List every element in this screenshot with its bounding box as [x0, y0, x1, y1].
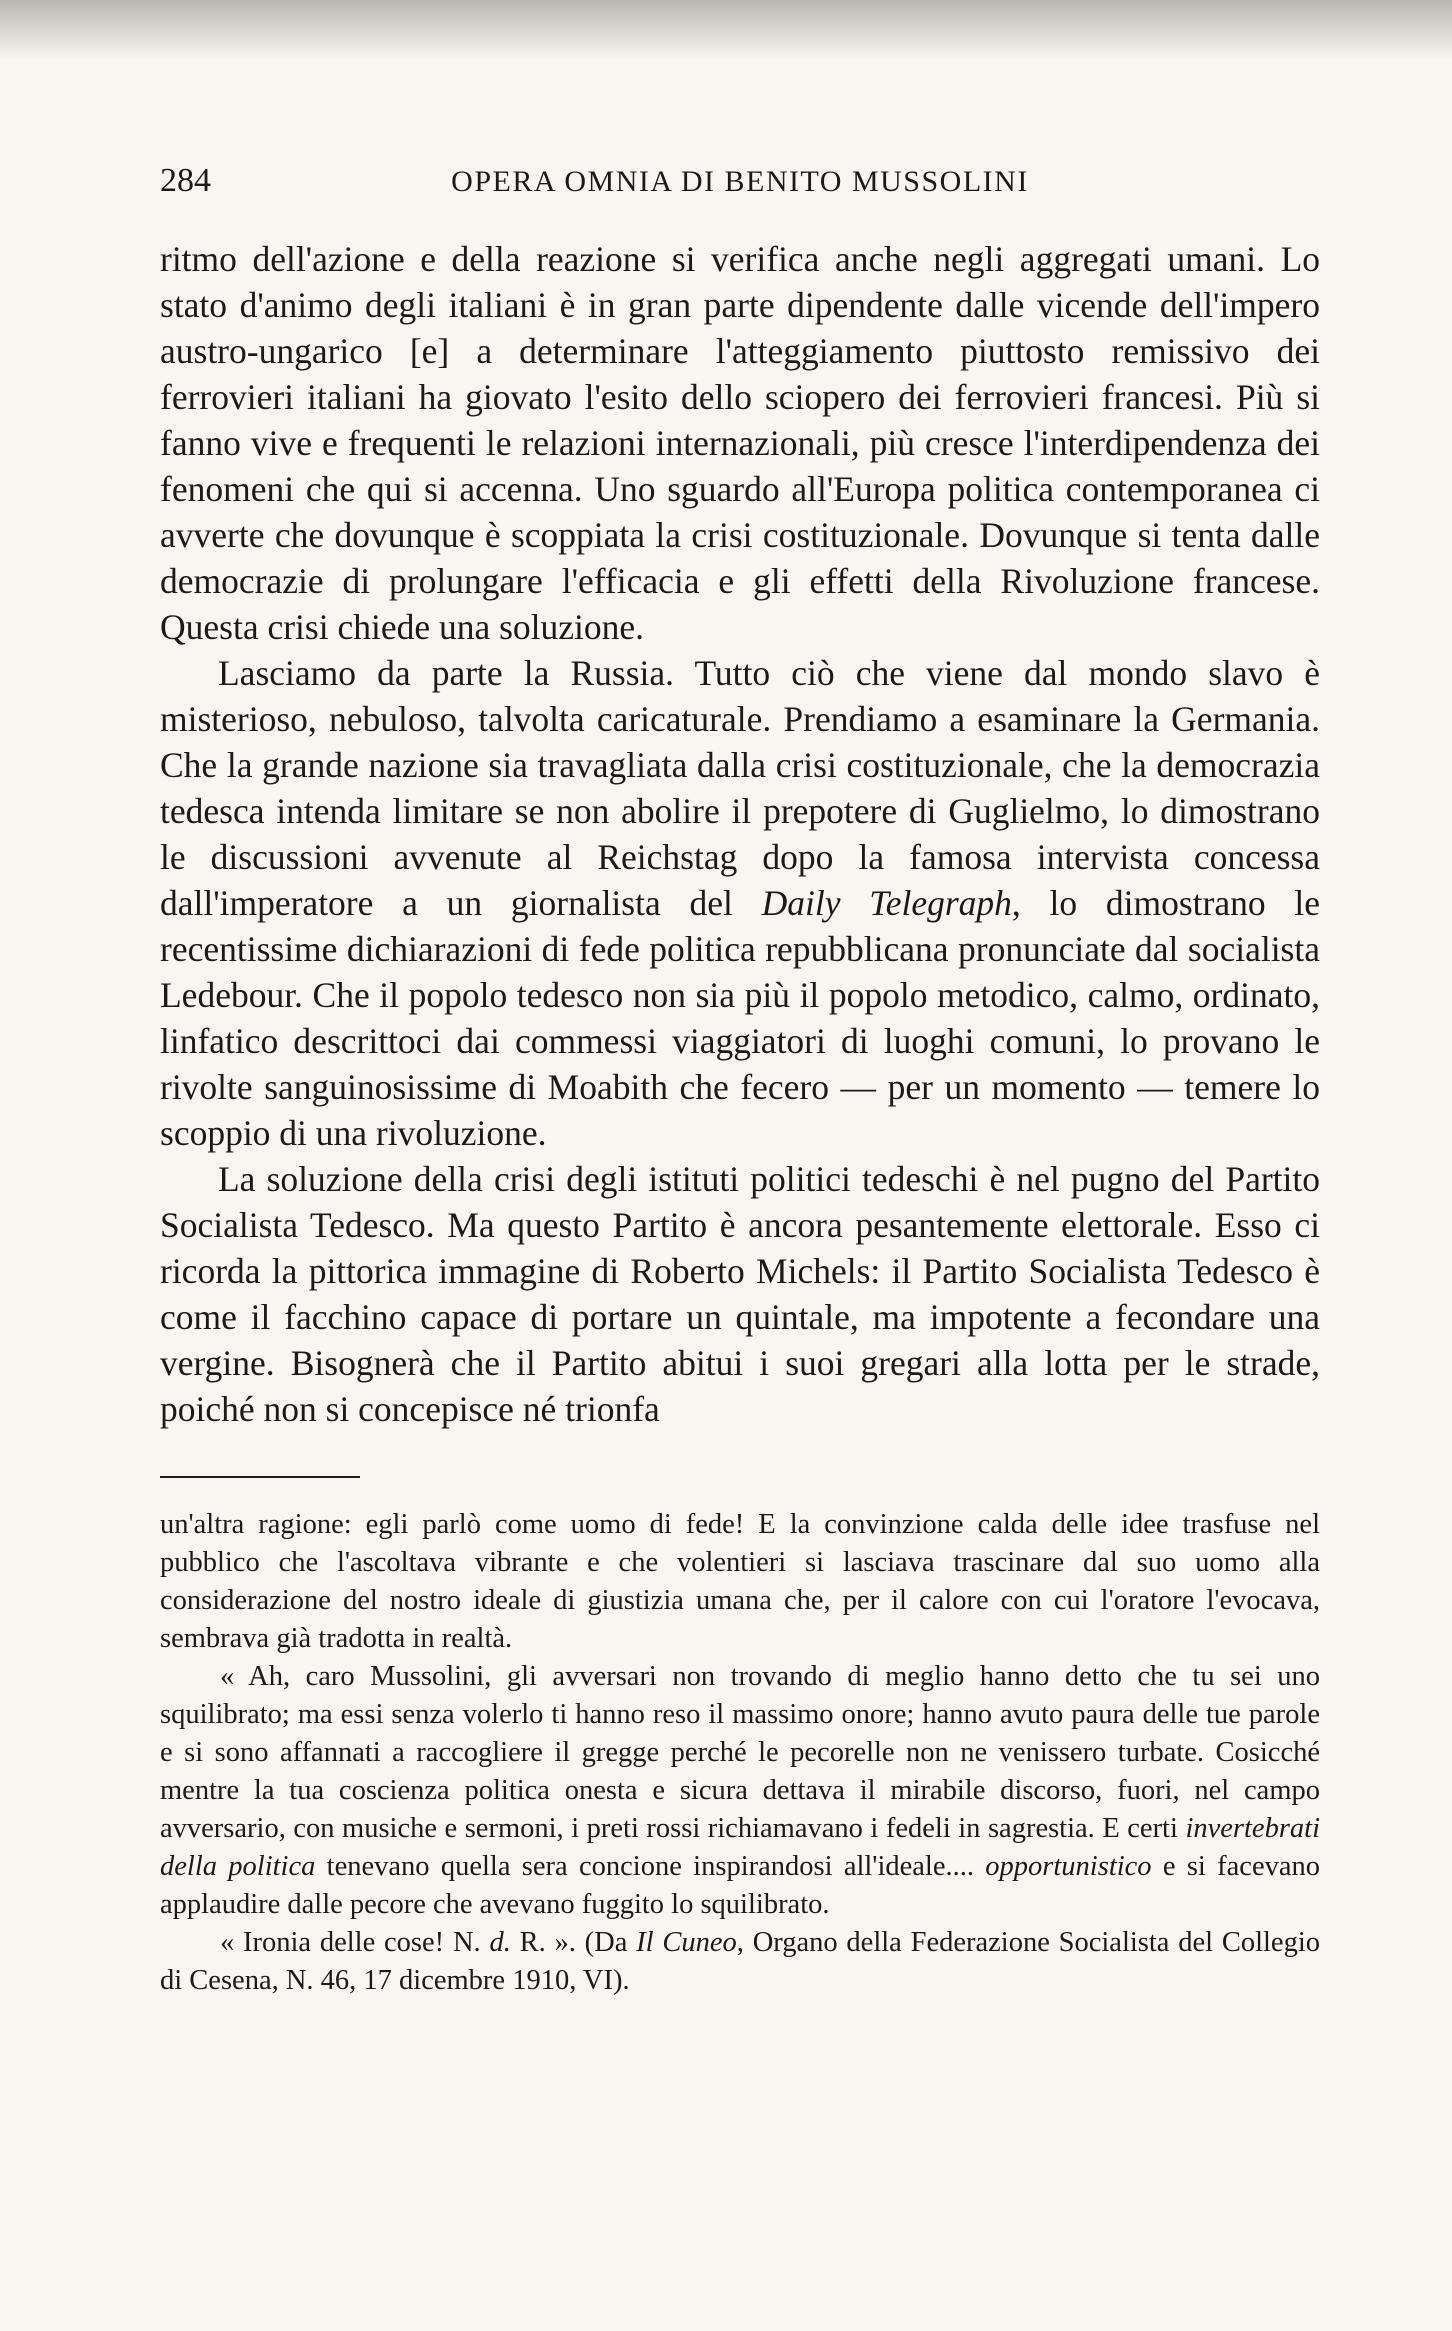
footnotes	[160, 1506, 1320, 2000]
paragraph-2-part-b: , lo dimostrano le recentissime dichiarazioni di fede politica repubblicana pronunciate dal socialista Ledebour. Che il popolo tedesco non sia più il popolo metodico, calmo, ordinato, linfatico descrittoci dai commessi viaggiatori di luoghi comuni, lo provano le rivolte sanguinosissime di Moabith che fecero — per un momento — temere lo scoppio di una rivoluzione.	[160, 883, 1320, 1153]
footnote-paragraph-2	[160, 1658, 1320, 1924]
footnote-2-part-b: tenevano quella sera concione inspirandosi all'ideale....	[315, 1851, 986, 1882]
footnote-2-part-a: « Ah, caro Mussolini, gli avversari non trovando di meglio hanno detto che tu sei uno squilibrato; ma essi senza volerlo ti hanno reso il massimo onore; hanno avuto paura delle tue parole e si sono affannati a raccogliere il gregge perché le pecorelle non ne venissero turbate. Cosicché mentre la tua coscienza politica onesta e sicura dettava il mirabile discorso, fuori, nel campo avversario, con musiche e sermoni, i preti rossi richiamavano i fedeli in sagrestia. E certi	[160, 1661, 1320, 1844]
footnote-3-italic-1: d.	[489, 1927, 511, 1958]
footnote-3-part-b: R. ». (Da	[510, 1927, 637, 1958]
paragraph-2	[160, 650, 1320, 1156]
footnote-2-italic-1: invertebrati della politica	[160, 1813, 1320, 1882]
footnote-divider	[160, 1476, 360, 1478]
footnote-paragraph-3	[160, 1924, 1320, 2000]
scan-shadow	[0, 0, 1452, 60]
page-number: 284	[160, 162, 211, 199]
newspaper-title: Daily Telegraph	[761, 883, 1012, 923]
footnote-3-part-c: , Organo della Federazione Socialista del Collegio di Cesena, N. 46, 17 dicembre 1910, VI).	[160, 1927, 1320, 1996]
footnote-2-italic-2: opportunistico	[985, 1851, 1152, 1882]
paragraph-1: ritmo dell'azione e della reazione si verifica anche negli aggregati umani. Lo stato d'animo degli italiani è in gran parte dipendente dalle vicende dell'impero austro-ungarico [e] a determinare l'atteggiamento piuttosto remissivo dei ferrovieri italiani ha giovato l'esito dello sciopero dei ferrovieri francesi. Più si fanno vive e frequenti le relazioni internazionali, più cresce l'interdipendenza dei fenomeni che qui si accenna. Uno sguardo all'Europa politica contemporanea ci avverte che dovunque è scoppiata la crisi costituzionale. Dovunque si tenta dalle democrazie di prolungare l'efficacia e gli effetti della Rivoluzione francese. Questa crisi chiede una soluzione.	[160, 239, 1320, 647]
footnote-2-part-c: e si facevano applaudire dalle pecore che avevano fuggito lo squilibrato.	[160, 1851, 1320, 1920]
footnote-3-part-a: « Ironia delle cose! N.	[220, 1927, 490, 1958]
footnote-paragraph-1: un'altra ragione: egli parlò come uomo di fede! E la convinzione calda delle idee trasfuse nel pubblico che l'ascoltava vibrante e che volentieri si lasciava trascinare dal suo uomo alla considerazione del nostro ideale di giustizia umana che, per il calore con cui l'oratore l'evocava, sembrava già tradotta in realtà.	[160, 1509, 1320, 1654]
paragraph-2-part-a: Lasciamo da parte la Russia. Tutto ciò che viene dal mondo slavo è misterioso, nebuloso, talvolta caricaturale. Prendiamo a esaminare la Germania. Che la grande nazione sia travagliata dalla crisi costituzionale, che la democrazia tedesca intenda limitare se non abolire il prepotere di Guglielmo, lo dimostrano le discussioni avvenute al Reichstag dopo la famosa intervista concessa dall'imperatore a un giornalista del	[160, 653, 1320, 923]
running-head	[160, 150, 1320, 210]
book-page	[160, 150, 1320, 2000]
paragraph-3: La soluzione della crisi degli istituti politici tedeschi è nel pugno del Partito Socialista Tedesco. Ma questo Partito è ancora pesantemente elettorale. Esso ci ricorda la pittorica immagine di Roberto Michels: il Partito Socialista Tedesco è come il facchino capace di portare un quintale, ma impotente a fecondare una vergine. Bisognerà che il Partito abitui i suoi gregari alla lotta per le strade, poiché non si concepisce né trionfa	[160, 1159, 1320, 1429]
running-title: OPERA OMNIA DI BENITO MUSSOLINI	[451, 165, 1029, 198]
source-title: Il Cuneo	[636, 1927, 737, 1958]
main-text	[160, 236, 1320, 1432]
